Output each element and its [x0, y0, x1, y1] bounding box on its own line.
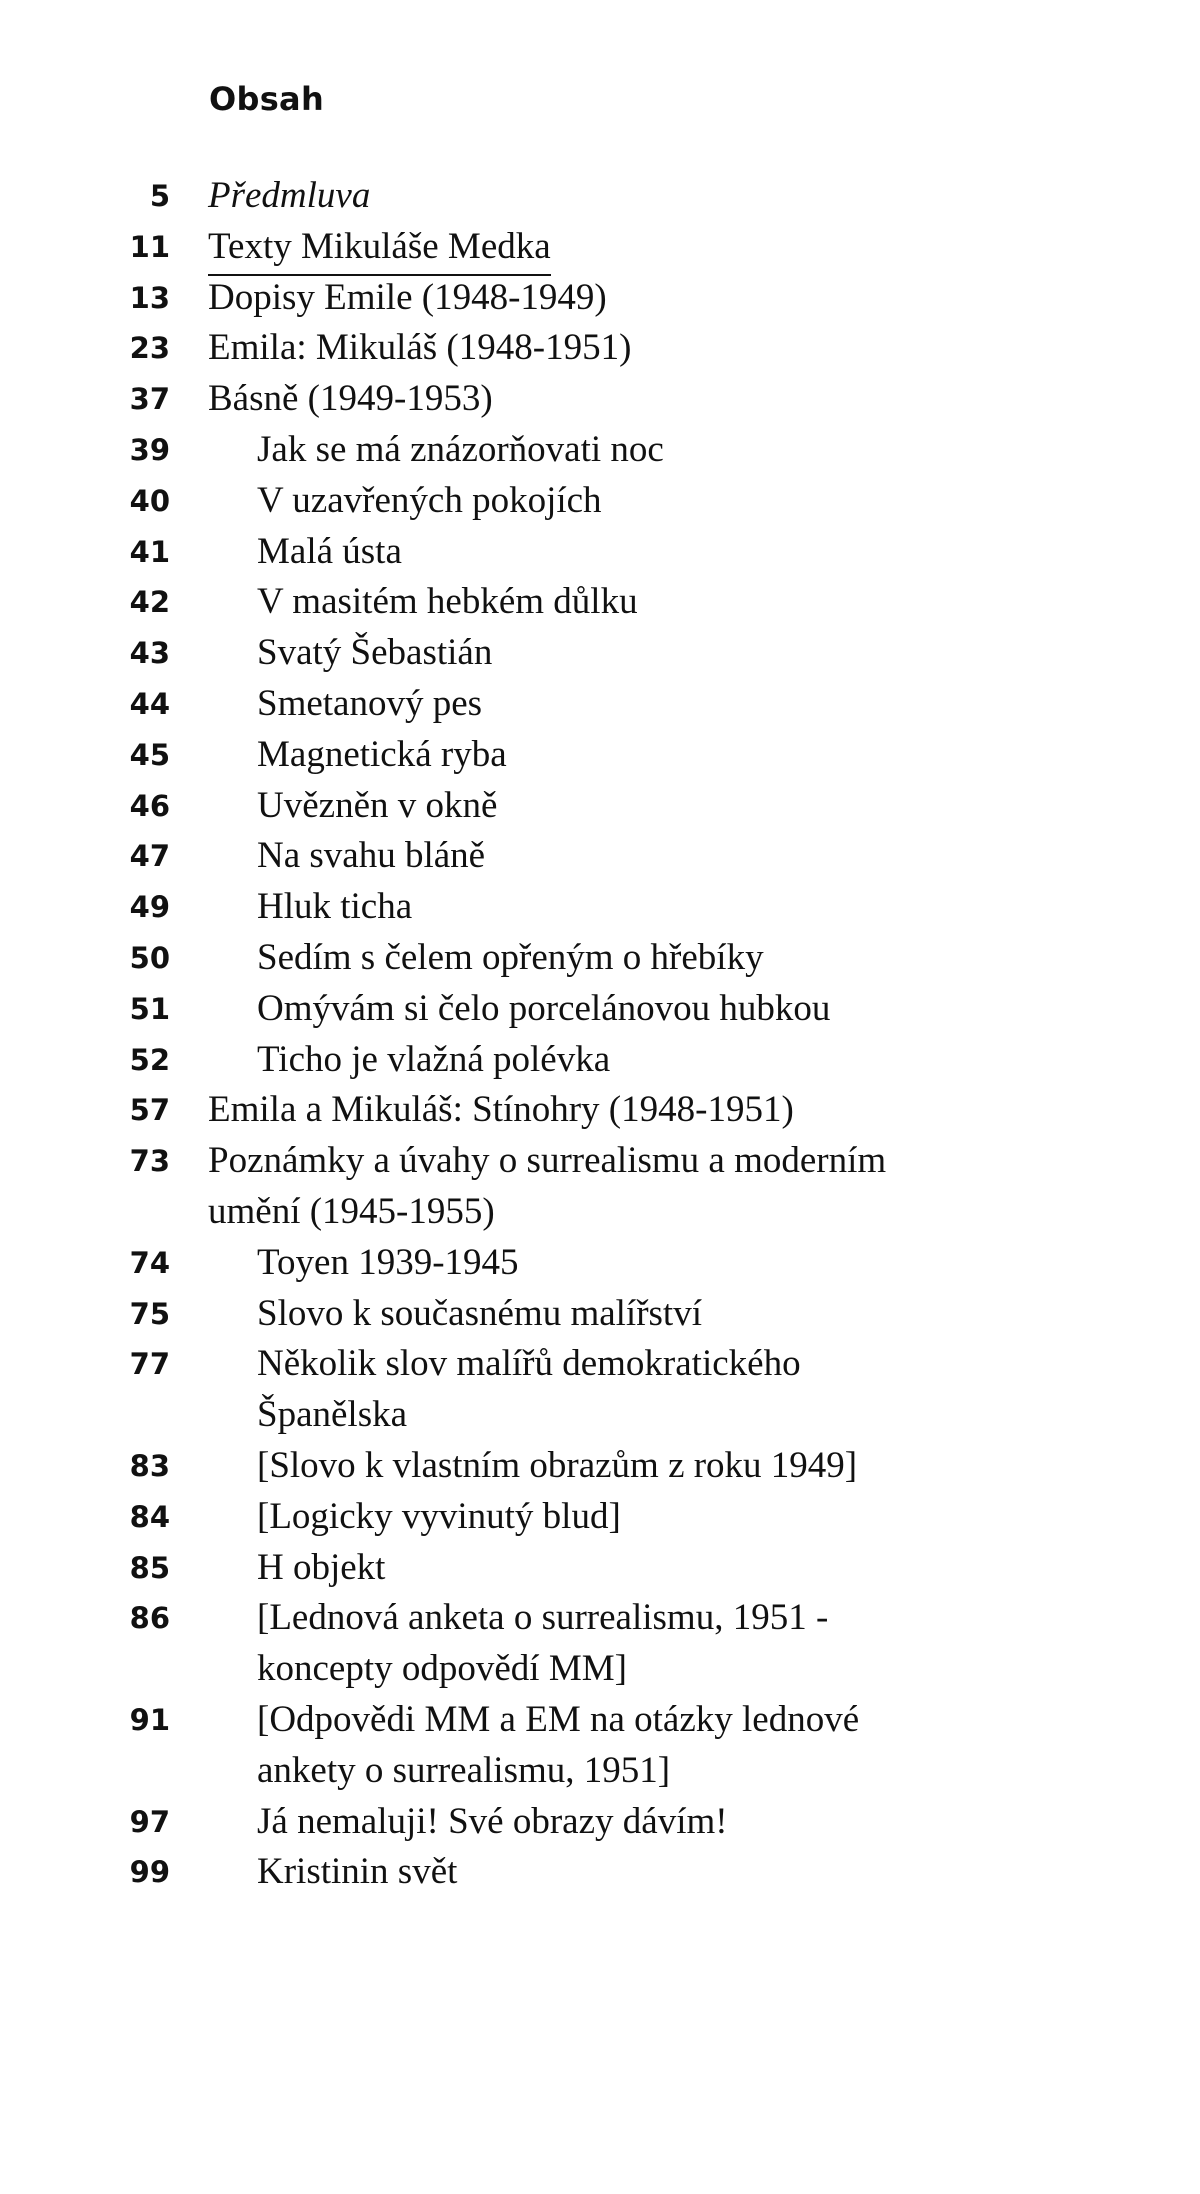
toc-page-number: 45 [129, 737, 170, 772]
toc-title: Uvězněn v okně [257, 784, 498, 826]
toc-page-number: 23 [129, 331, 170, 366]
toc-page-number: 43 [129, 636, 170, 671]
toc-entry[interactable] [0, 1695, 1200, 1797]
toc-title: Básně (1949-1953) [208, 378, 493, 420]
toc-title [208, 1136, 886, 1238]
toc-title-line: koncepty odpovědí MM] [257, 1648, 627, 1690]
toc-entry[interactable] [0, 1797, 1200, 1848]
toc-page-number: 11 [129, 229, 170, 264]
toc-entry[interactable] [0, 1492, 1200, 1543]
toc-entry[interactable] [0, 730, 1200, 781]
toc-page-number: 74 [129, 1245, 170, 1280]
toc-entry[interactable] [0, 628, 1200, 679]
toc-entry[interactable] [0, 273, 1200, 324]
toc-title: V uzavřených pokojích [257, 479, 602, 521]
toc-title [257, 1339, 801, 1441]
toc-entry[interactable] [0, 222, 1200, 273]
toc-title-line: Několik slov malířů demokratického [257, 1343, 801, 1385]
toc-entry[interactable] [0, 1593, 1200, 1695]
toc-title: Kristinin svět [257, 1851, 458, 1893]
toc-entry[interactable] [0, 1035, 1200, 1086]
toc-title: H objekt [257, 1546, 386, 1588]
toc-entry[interactable] [0, 323, 1200, 374]
toc-page-number: 85 [129, 1550, 170, 1585]
toc-page-number: 91 [129, 1702, 170, 1737]
toc-page-number: 44 [129, 686, 170, 721]
toc-title: Texty Mikuláše Medka [208, 222, 551, 276]
toc-entry[interactable] [0, 1136, 1200, 1238]
toc-entry[interactable] [0, 1543, 1200, 1594]
toc-page-number: 75 [129, 1296, 170, 1331]
toc-title-line: [Lednová anketa o surrealismu, 1951 - [257, 1597, 829, 1639]
toc-entry[interactable] [0, 831, 1200, 882]
toc-title: [Logicky vyvinutý blud] [257, 1495, 621, 1537]
toc-title: V masitém hebkém důlku [257, 581, 638, 623]
toc-entry[interactable] [0, 882, 1200, 933]
toc-page-number: 57 [129, 1093, 170, 1128]
toc-title-line: ankety o surrealismu, 1951] [257, 1749, 671, 1791]
toc-title-line: umění (1945-1955) [208, 1190, 495, 1232]
toc-title: Smetanový pes [257, 682, 483, 724]
toc-page-number: 46 [129, 788, 170, 823]
toc-title: Omývám si čelo porcelánovou hubkou [257, 987, 831, 1029]
toc-title: Dopisy Emile (1948-1949) [208, 276, 607, 318]
toc-page-number: 42 [129, 585, 170, 620]
toc-title: [Slovo k vlastním obrazům z roku 1949] [257, 1444, 858, 1486]
toc-page-number: 97 [129, 1804, 170, 1839]
toc-title: Hluk ticha [257, 886, 413, 928]
toc-page-number: 13 [129, 280, 170, 315]
toc-title: Magnetická ryba [257, 733, 507, 775]
table-of-contents [0, 171, 1200, 1898]
toc-title: Sedím s čelem opřeným o hřebíky [257, 936, 764, 978]
page-title: Obsah [209, 80, 325, 118]
toc-page-number: 84 [129, 1499, 170, 1534]
toc-title [257, 1593, 828, 1695]
toc-page-number: 5 [149, 179, 170, 213]
toc-entry[interactable] [0, 527, 1200, 578]
toc-title: Svatý Šebastián [257, 632, 493, 674]
toc-entry[interactable] [0, 933, 1200, 984]
toc-title: Já nemaluji! Své obrazy dávím! [257, 1800, 728, 1842]
toc-title-line: Španělska [257, 1394, 408, 1436]
toc-title: Malá ústa [257, 530, 402, 572]
toc-page-number: 83 [129, 1448, 170, 1483]
toc-page-number: 47 [129, 839, 170, 874]
toc-entry[interactable] [0, 577, 1200, 628]
toc-page-number: 99 [129, 1855, 170, 1890]
toc-title-line: [Odpovědi MM a EM na otázky lednové [257, 1698, 860, 1740]
toc-title: Emila a Mikuláš: Stínohry (1948-1951) [208, 1089, 794, 1131]
toc-entry[interactable] [0, 1441, 1200, 1492]
toc-title [257, 1695, 859, 1797]
toc-entry[interactable] [0, 984, 1200, 1035]
toc-title-line: Poznámky a úvahy o surrealismu a moderním [208, 1140, 887, 1182]
toc-entry[interactable] [0, 171, 1200, 222]
toc-page-number: 49 [129, 890, 170, 925]
toc-page-number: 77 [129, 1347, 170, 1382]
toc-page-number: 52 [129, 1042, 170, 1077]
toc-page-number: 86 [129, 1601, 170, 1636]
toc-entry[interactable] [0, 1289, 1200, 1340]
toc-page-number: 50 [129, 940, 170, 975]
toc-entry[interactable] [0, 1847, 1200, 1898]
toc-page-number: 39 [129, 432, 170, 467]
toc-title: Toyen 1939-1945 [257, 1241, 519, 1283]
toc-entry[interactable] [0, 476, 1200, 527]
toc-page-number: 51 [129, 991, 170, 1026]
toc-page-number: 73 [129, 1144, 170, 1179]
toc-entry[interactable] [0, 374, 1200, 425]
toc-entry[interactable] [0, 679, 1200, 730]
toc-title: Jak se má znázorňovati noc [257, 428, 664, 470]
toc-title: Emila: Mikuláš (1948-1951) [208, 327, 632, 369]
toc-entry[interactable] [0, 425, 1200, 476]
toc-page-number: 37 [129, 382, 170, 417]
toc-title: Ticho je vlažná polévka [257, 1038, 611, 1080]
toc-entry[interactable] [0, 1238, 1200, 1289]
toc-title: Slovo k současnému malířství [257, 1292, 702, 1334]
toc-title: Na svahu bláně [257, 835, 486, 877]
toc-entry[interactable] [0, 1339, 1200, 1441]
toc-entry[interactable] [0, 1085, 1200, 1136]
toc-page-number: 41 [129, 534, 170, 569]
toc-entry[interactable] [0, 781, 1200, 832]
toc-page-number: 40 [129, 483, 170, 518]
toc-title: Předmluva [208, 175, 371, 216]
